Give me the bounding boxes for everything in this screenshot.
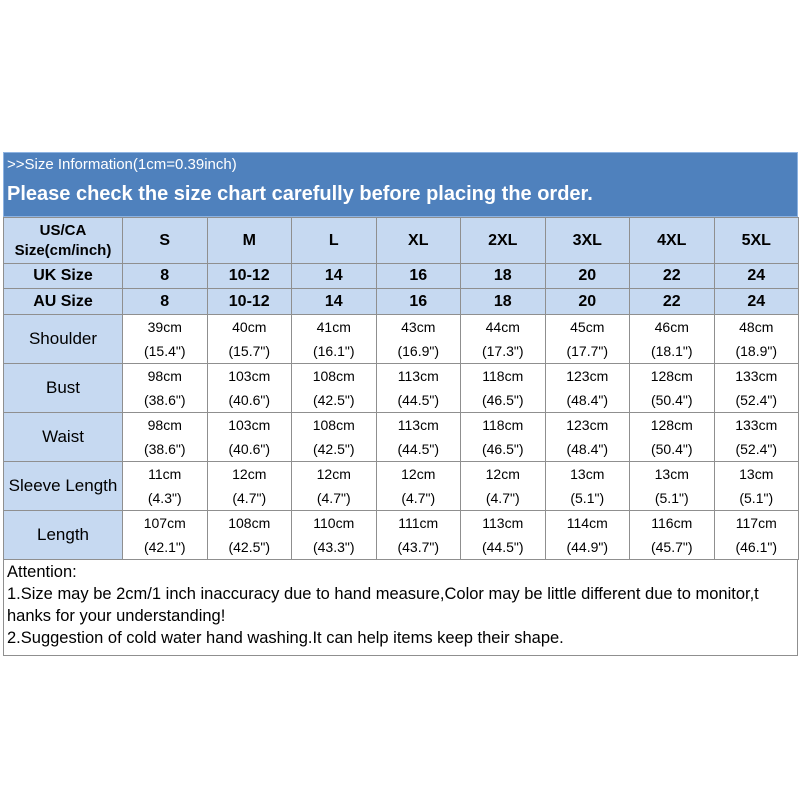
size-chart — [3, 152, 798, 656]
notes-title: Attention: — [7, 563, 77, 581]
measurement-cell: 128cm (50.4") — [630, 413, 715, 462]
measurement-cell: 113cm (44.5") — [461, 511, 546, 560]
measurement-cell: 133cm (52.4") — [714, 364, 799, 413]
measurement-cell: 12cm (4.7") — [292, 462, 377, 511]
size-info-heading: >>Size Information(1cm=0.39inch) — [7, 156, 237, 173]
measurement-label: Length — [4, 511, 123, 560]
measurement-cell: 108cm (42.5") — [292, 413, 377, 462]
measurement-cell: 108cm (42.5") — [292, 364, 377, 413]
au-size-cell: 22 — [630, 289, 715, 315]
measurement-label: Waist — [4, 413, 123, 462]
note-washing: 2.Suggestion of cold water hand washing.It can help items keep their shape. — [7, 629, 564, 647]
measurement-cell: 40cm (15.7") — [207, 315, 292, 364]
measurement-cell: 123cm (48.4") — [545, 413, 630, 462]
measurement-cell: 107cm (42.1") — [123, 511, 208, 560]
measurement-label: Shoulder — [4, 315, 123, 364]
size-info-banner — [3, 152, 798, 217]
measurement-cell: 13cm (5.1") — [714, 462, 799, 511]
measurement-row — [4, 413, 799, 462]
uk-size-cell: 22 — [630, 264, 715, 289]
us-size-cell: 4XL — [630, 218, 715, 264]
measurement-cell: 117cm (46.1") — [714, 511, 799, 560]
measurement-cell: 123cm (48.4") — [545, 364, 630, 413]
size-check-warning: Please check the size chart carefully before placing the order. — [7, 183, 593, 205]
measurement-cell: 103cm (40.6") — [207, 413, 292, 462]
measurement-cell: 113cm (44.5") — [376, 364, 461, 413]
measurement-cell: 44cm (17.3") — [461, 315, 546, 364]
uk-size-cell: 18 — [461, 264, 546, 289]
us-size-label: US/CA Size(cm/inch) — [4, 218, 123, 264]
size-table — [3, 217, 799, 560]
us-size-row — [4, 218, 799, 264]
uk-size-row — [4, 264, 799, 289]
us-size-cell: L — [292, 218, 377, 264]
us-size-cell: 3XL — [545, 218, 630, 264]
measurement-cell: 41cm (16.1") — [292, 315, 377, 364]
au-size-cell: 24 — [714, 289, 799, 315]
measurement-row — [4, 364, 799, 413]
au-size-cell: 14 — [292, 289, 377, 315]
au-size-cell: 20 — [545, 289, 630, 315]
measurement-cell: 13cm (5.1") — [545, 462, 630, 511]
measurement-cell: 113cm (44.5") — [376, 413, 461, 462]
uk-size-cell: 20 — [545, 264, 630, 289]
uk-size-cell: 14 — [292, 264, 377, 289]
measurement-cell: 45cm (17.7") — [545, 315, 630, 364]
measurement-cell: 12cm (4.7") — [207, 462, 292, 511]
measurement-label: Sleeve Length — [4, 462, 123, 511]
measurement-label: Bust — [4, 364, 123, 413]
us-size-cell: S — [123, 218, 208, 264]
measurement-cell: 128cm (50.4") — [630, 364, 715, 413]
measurement-cell: 98cm (38.6") — [123, 413, 208, 462]
measurement-row — [4, 511, 799, 560]
measurement-row — [4, 462, 799, 511]
measurement-cell: 11cm (4.3") — [123, 462, 208, 511]
uk-size-cell: 24 — [714, 264, 799, 289]
us-size-cell: XL — [376, 218, 461, 264]
au-size-cell: 18 — [461, 289, 546, 315]
measurement-cell: 98cm (38.6") — [123, 364, 208, 413]
measurement-cell: 43cm (16.9") — [376, 315, 461, 364]
us-size-cell: M — [207, 218, 292, 264]
measurement-cell: 118cm (46.5") — [461, 413, 546, 462]
measurement-cell: 12cm (4.7") — [376, 462, 461, 511]
au-size-cell: 8 — [123, 289, 208, 315]
measurement-cell: 111cm (43.7") — [376, 511, 461, 560]
measurement-cell: 39cm (15.4") — [123, 315, 208, 364]
uk-size-cell: 16 — [376, 264, 461, 289]
measurement-cell: 110cm (43.3") — [292, 511, 377, 560]
uk-size-cell: 8 — [123, 264, 208, 289]
measurement-row — [4, 315, 799, 364]
attention-notes — [3, 560, 798, 656]
measurement-cell: 108cm (42.5") — [207, 511, 292, 560]
note-accuracy: 1.Size may be 2cm/1 inch inaccuracy due to hand measure,Color may be little different due to monitor,t — [7, 585, 759, 603]
au-size-cell: 16 — [376, 289, 461, 315]
measurement-cell: 114cm (44.9") — [545, 511, 630, 560]
measurement-cell: 13cm (5.1") — [630, 462, 715, 511]
measurement-cell: 103cm (40.6") — [207, 364, 292, 413]
measurement-cell: 133cm (52.4") — [714, 413, 799, 462]
measurement-cell: 118cm (46.5") — [461, 364, 546, 413]
measurement-cell: 12cm (4.7") — [461, 462, 546, 511]
measurement-cell: 46cm (18.1") — [630, 315, 715, 364]
measurement-cell: 48cm (18.9") — [714, 315, 799, 364]
note-accuracy-continued: hanks for your understanding! — [7, 607, 226, 625]
uk-size-cell: 10-12 — [207, 264, 292, 289]
uk-size-label: UK Size — [4, 264, 123, 289]
us-size-cell: 2XL — [461, 218, 546, 264]
au-size-row — [4, 289, 799, 315]
measurement-cell: 116cm (45.7") — [630, 511, 715, 560]
au-size-cell: 10-12 — [207, 289, 292, 315]
us-size-cell: 5XL — [714, 218, 799, 264]
au-size-label: AU Size — [4, 289, 123, 315]
